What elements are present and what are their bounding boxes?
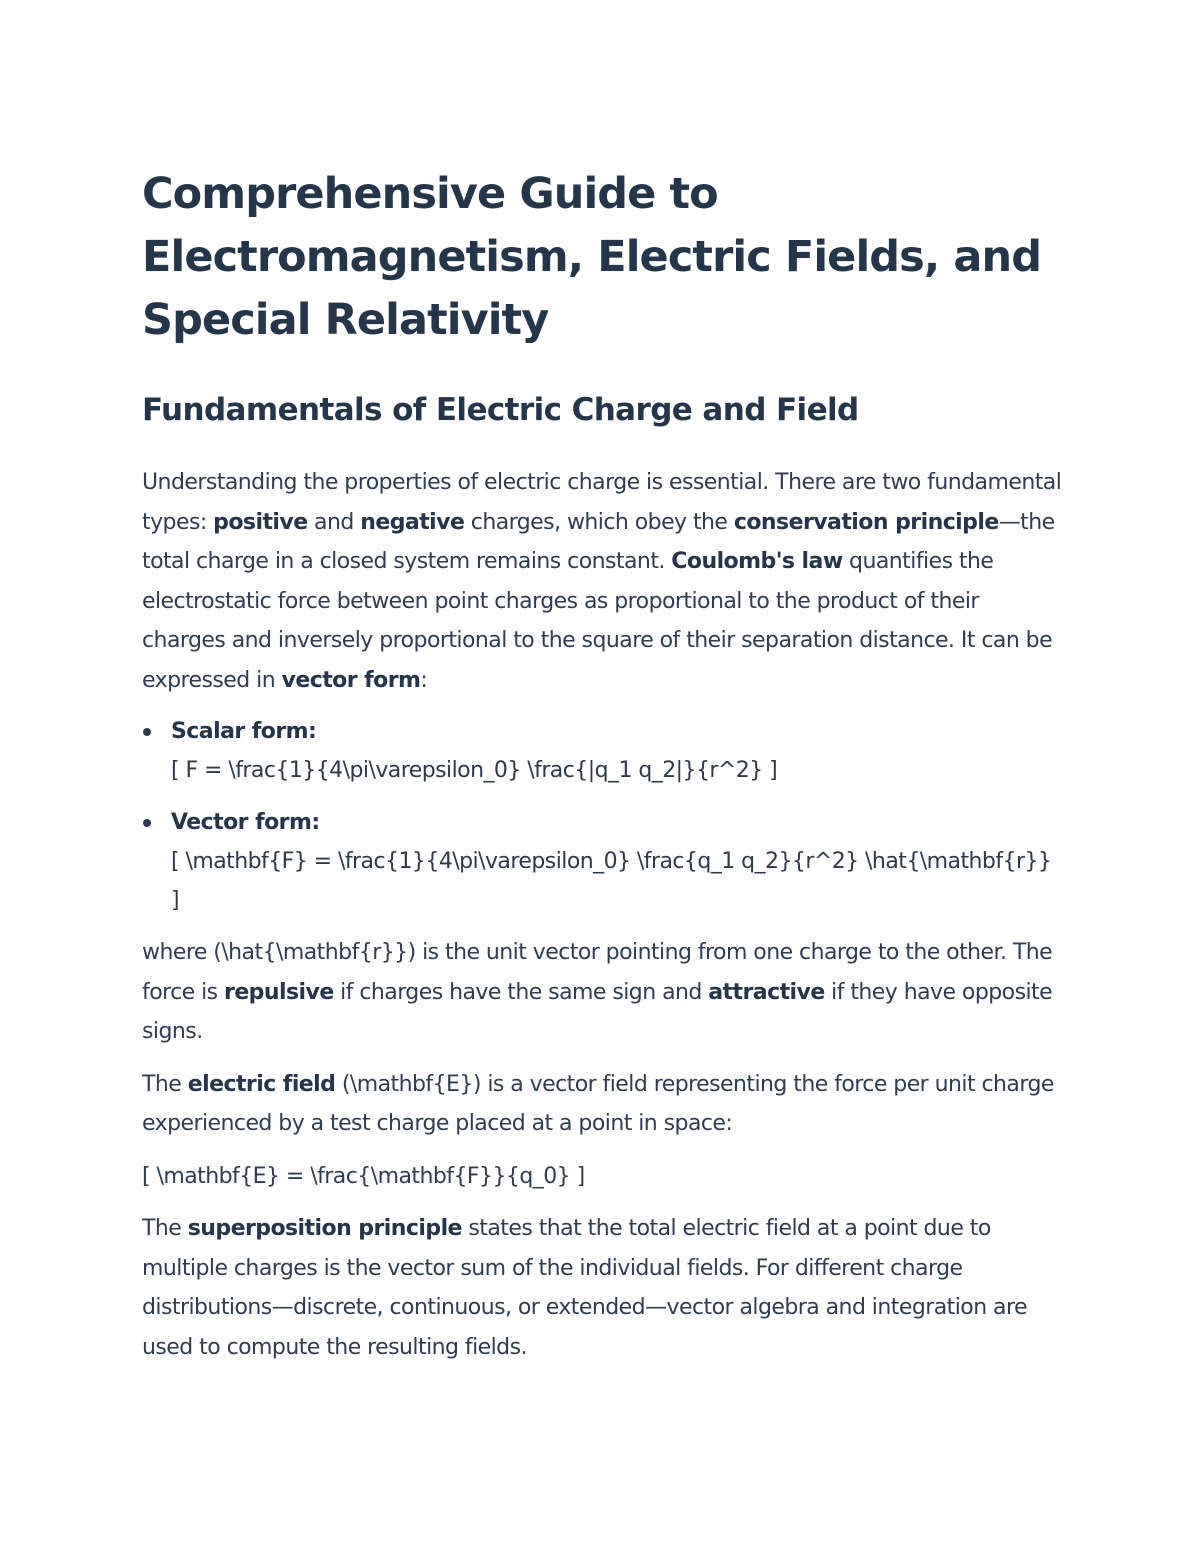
intro-bold-vector-form: vector form (281, 667, 421, 693)
formula-label: Scalar form: (171, 719, 317, 744)
intro-text-2: and (307, 509, 361, 535)
unit-vector-text-3: if they have opposite signs. (142, 979, 1053, 1044)
intro-text-4: —the total charge in a closed system remains constant. (142, 509, 1055, 574)
bullet-icon (143, 728, 151, 736)
document-title: Comprehensive Guide to Electromagnetism, Electric Fields, and Special Relativity (142, 169, 1042, 345)
intro-text-5: quantifies the electrostatic force between point charges as proportional to the product of their charges and inversely proportional to the square of their separation distance. It can be expressed in (142, 549, 1053, 693)
intro-bold-negative: negative (360, 509, 465, 535)
formula-list (142, 712, 1062, 920)
bullet-icon (143, 819, 151, 827)
superposition-paragraph (142, 1209, 1062, 1367)
superposition-text-2: states that the total electric field at a point due to multiple charges is the vector sum of the individual fields. For different charge distributions—discrete, continuous, or extended—vector algebra and integration are used to compute the resulting fields. (142, 1216, 1027, 1360)
intro-text-6: : (420, 667, 428, 693)
bold-repulsive: repulsive (224, 979, 334, 1005)
formula-label: Vector form: (171, 810, 320, 835)
field-text-2: (\mathbf{E}) is a vector field representing the force per unit charge experienced by a test charge placed at a point in space: (142, 1071, 1054, 1136)
field-text-1: The (142, 1071, 188, 1097)
bold-superposition: superposition principle (187, 1216, 462, 1241)
intro-bold-coulomb: Coulomb's law (671, 549, 843, 574)
document-page (142, 163, 1062, 1367)
bold-attractive: attractive (708, 979, 825, 1005)
formula-text: [ F = \frac{1}{4\pi\varepsilon_0} \frac{|q_1 q_2|}{r^2} ] (171, 758, 778, 783)
intro-bold-positive: positive (213, 509, 308, 535)
bold-electric-field: electric field (187, 1071, 336, 1097)
unit-vector-paragraph (142, 933, 1062, 1052)
unit-vector-text-2: if charges have the same sign and (333, 979, 709, 1005)
electric-field-paragraph (142, 1065, 1062, 1144)
list-item (142, 712, 1062, 790)
intro-text-3: charges, which obey the (464, 509, 734, 535)
intro-bold-conservation: conservation principle (733, 509, 999, 535)
field-formula: [ \mathbf{E} = \frac{\mathbf{F}}{q_0} ] (142, 1163, 585, 1189)
formula-text: [ \mathbf{F} = \frac{1}{4\pi\varepsilon_0} \frac{q_1 q_2}{r^2} \hat{\mathbf{r}} ] (171, 849, 1052, 913)
intro-paragraph (142, 463, 1062, 700)
unit-vector-text-1: where (\hat{\mathbf{r}}) is the unit vector pointing from one charge to the other. The force is (142, 940, 1053, 1005)
list-item (142, 803, 1062, 920)
section-heading: Fundamentals of Electric Charge and Field (142, 392, 859, 428)
intro-text-1: Understanding the properties of electric charge is essential. There are two fundamental types: (142, 470, 1062, 535)
superposition-text-1: The (142, 1216, 188, 1241)
